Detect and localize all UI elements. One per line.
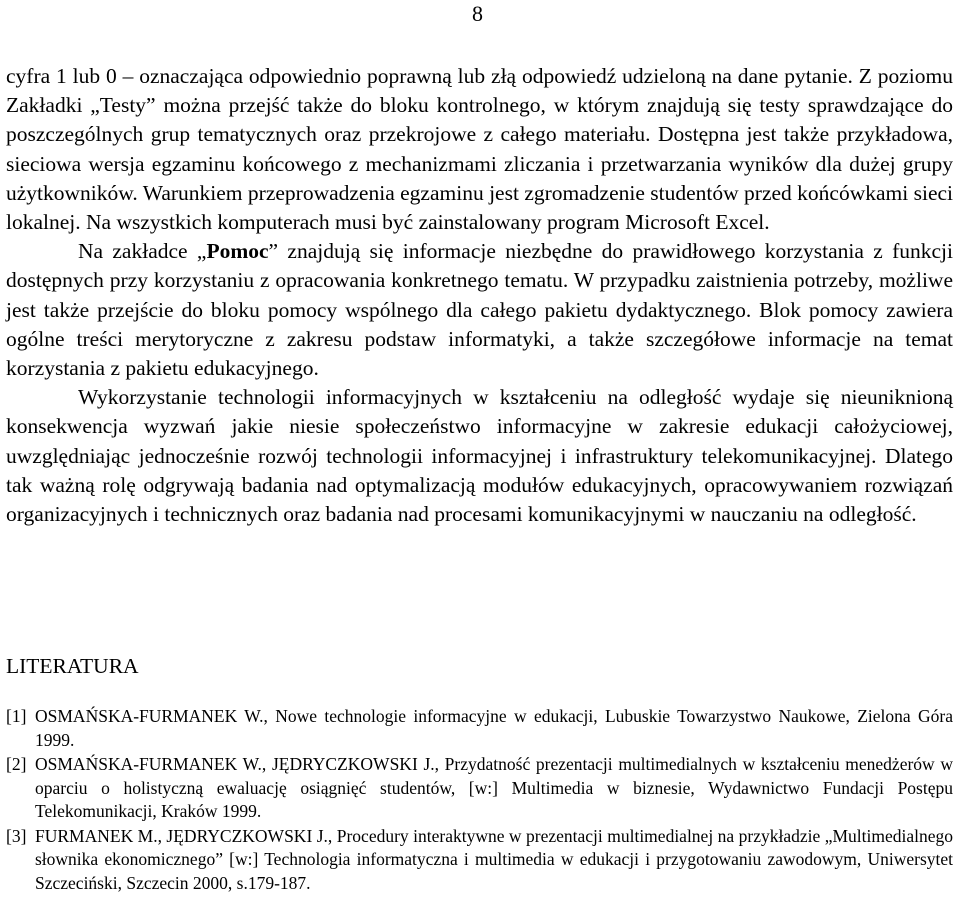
reference-list <box>6 705 953 896</box>
paragraph-2-after: ” znajdują się informacje niezbędne do prawidłowego korzystania z funkcji dostępnych przy korzystaniu z opracowania konkretnego tematu. W przypadku zaistnienia potrzeby, możliwe jest także przejście do bloku pomocy wspólnego dla całego pakietu dydaktycznego. Blok pomocy zawiera ogólne treści merytoryczne z zakresu podstaw informatyki, a także szczegółowe informacje na temat korzystania z pakietu edukacyjnego. <box>6 239 953 381</box>
paragraph-2-before: Na zakładce „ <box>78 239 207 264</box>
reference-item <box>6 825 953 896</box>
literature-heading: LITERATURA <box>6 654 139 678</box>
paragraph-3: Wykorzystanie technologii informacyjnych w kształceniu na odległość wydaje się nieuniknioną konsekwencja wyzwań jakie niesie społeczeństwo informacyjne w zakresie edukacji całożyciowej, uwzględniając jednocześnie rozwój technologii informacyjnej i infrastruktury telekomunikacyjnej. Dlatego tak ważną rolę odgrywają badania nad optymalizacją modułów edukacyjnych, opracowywaniem rozwiązań organizacyjnych i technicznych oraz badania nad procesami komunikacyjnymi w nauczaniu na odległość. <box>6 385 953 527</box>
reference-text: OSMAŃSKA-FURMANEK W., JĘDRYCZKOWSKI J., Przydatność prezentacji multimedialnych w kształceniu menedżerów w oparciu o holistyczną ewaluację osiągnięć studentów, [w:] Multimedia w biznesie, Wydawnictwo Fundacji Postępu Telekomunikacji, Kraków 1999. <box>35 754 953 821</box>
reference-number: [3] <box>6 825 27 846</box>
body-text <box>6 62 953 529</box>
pomoc-tab-name: Pomoc <box>206 239 269 264</box>
paragraph-2 <box>6 237 953 383</box>
reference-item <box>6 705 953 752</box>
reference-item <box>6 753 953 824</box>
reference-text: FURMANEK M., JĘDRYCZKOWSKI J., Procedury interaktywne w prezentacji multimedialnej na przykładzie „Multimedialnego słownika ekonomicznego” [w:] Technologia informatyczna i multimedia w edukacji i przygotowaniu zawodowym, Uniwersytet Szczeciński, Szczecin 2000, s.179-187. <box>35 825 953 893</box>
reference-number: [1] <box>6 706 27 726</box>
reference-number: [2] <box>6 754 27 774</box>
page-number: 8 <box>472 1 483 26</box>
reference-text: OSMAŃSKA-FURMANEK W., Nowe technologie informacyjne w edukacji, Lubuskie Towarzystwo Naukowe, Zielona Góra 1999. <box>35 706 953 750</box>
paragraph-1: cyfra 1 lub 0 – oznaczająca odpowiednio poprawną lub złą odpowiedź udzieloną na dane pytanie. Z poziomu Zakładki „Testy” można przejść także do bloku kontrolnego, w którym znajdują się testy sprawdzające do poszczególnych grup tematycznych oraz przekrojowe z całego materiału. Dostępna jest także przykładowa, sieciowa wersja egzaminu końcowego z mechanizmami zliczania i przetwarzania wyników dla dużej grupy użytkowników. Warunkiem przeprowadzenia egzaminu jest zgromadzenie studentów przed końcówkami sieci lokalnej. Na wszystkich komputerach musi być zainstalowany program Microsoft Excel. <box>6 64 953 235</box>
